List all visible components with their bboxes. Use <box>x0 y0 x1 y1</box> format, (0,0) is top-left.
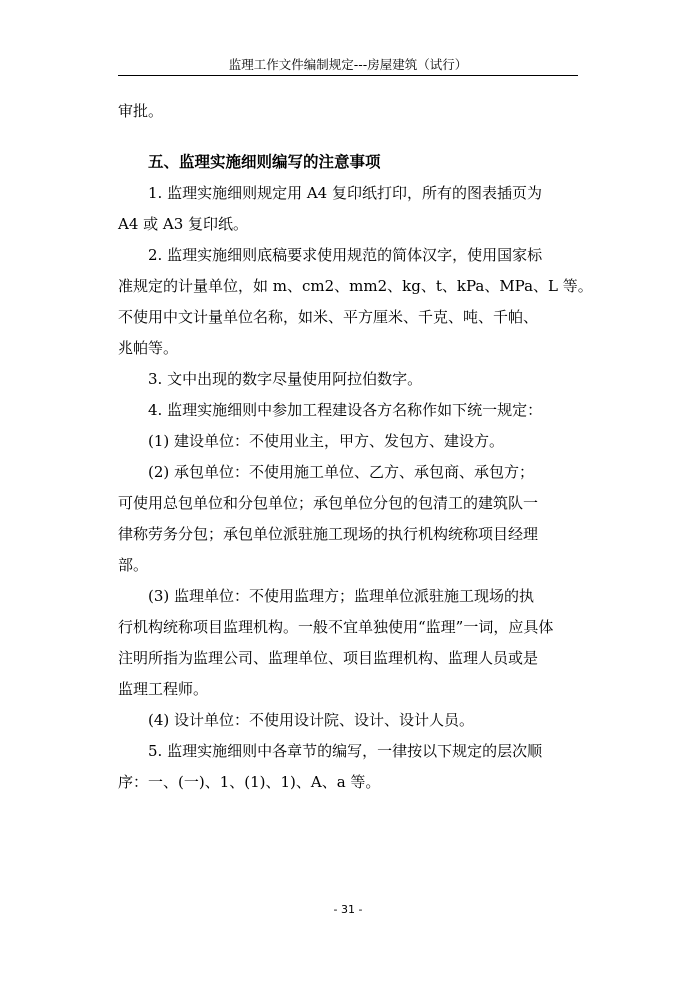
sub-item-2-line-2: 可使用总包单位和分包单位；承包单位分包的包清工的建筑队一 <box>118 494 539 512</box>
header-divider <box>118 75 578 76</box>
sub-item-2-line-1: (2) 承包单位：不使用施工单位、乙方、承包商、承包方； <box>148 463 535 481</box>
sub-item-3-line-4: 监理工程师。 <box>118 680 209 698</box>
sub-item-2-line-4: 部。 <box>118 556 149 574</box>
item-5-line-2: 序：一、(一)、1、(1)、1)、A、a 等。 <box>118 773 381 791</box>
sub-item-3-line-2: 行机构统称项目监理机构。一般不宜单独使用“监理”一词，应具体 <box>118 618 554 636</box>
item-3-line-1: 3. 文中出现的数字尽量使用阿拉伯数字。 <box>148 370 423 388</box>
sub-item-3-line-3: 注明所指为监理公司、监理单位、项目监理机构、监理人员或是 <box>118 649 539 667</box>
document-body <box>118 96 593 798</box>
item-1-line-2: A4 或 A3 复印纸。 <box>118 215 249 233</box>
item-2-line-4: 兆帕等。 <box>118 339 179 357</box>
item-1-line-1: 1. 监理实施细则规定用 A4 复印纸打印，所有的图表插页为 <box>148 184 542 202</box>
body-line: 审批。 <box>118 102 164 120</box>
sub-item-2-line-3: 律称劳务分包；承包单位派驻施工现场的执行机构统称项目经理 <box>118 525 539 543</box>
paragraph-gap <box>118 127 578 147</box>
item-5-line-1: 5. 监理实施细则中各章节的编写，一律按以下规定的层次顺 <box>148 742 543 760</box>
sub-item-3-line-1: (3) 监理单位：不使用监理方；监理单位派驻施工现场的执 <box>148 587 535 605</box>
item-2-line-3: 不使用中文计量单位名称，如米、平方厘米、千克、吨、千帕、 <box>118 308 539 326</box>
item-4-line-1: 4. 监理实施细则中参加工程建设各方名称作如下统一规定： <box>148 401 543 419</box>
section-heading: 五、监理实施细则编写的注意事项 <box>148 153 381 171</box>
page-header: 监理工作文件编制规定---房屋建筑（试行） <box>228 57 468 72</box>
item-2-line-1: 2. 监理实施细则底稿要求使用规范的简体汉字，使用国家标 <box>148 246 543 264</box>
page-number: - 31 - <box>333 903 363 916</box>
item-2-line-2: 准规定的计量单位，如 m、cm2、mm2、kg、t、kPa、MPa、L 等。 <box>118 277 593 295</box>
sub-item-1-line-1: (1) 建设单位：不使用业主，甲方、发包方、建设方。 <box>148 432 505 450</box>
sub-item-4-line-1: (4) 设计单位：不使用设计院、设计、设计人员。 <box>148 711 475 729</box>
